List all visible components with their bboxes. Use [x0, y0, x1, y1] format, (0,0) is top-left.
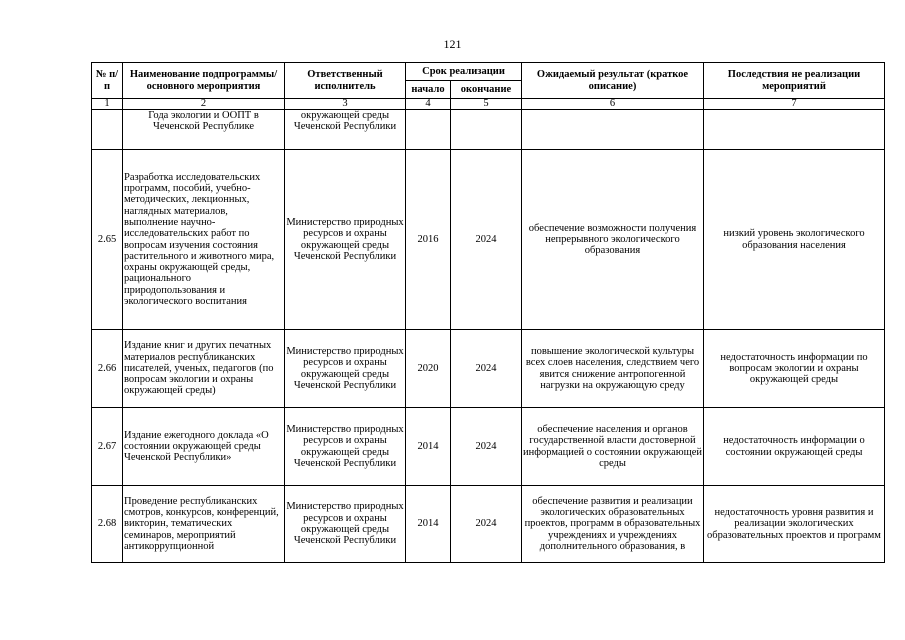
row-consequences: недостаточность информации о состоянии окружающей среды	[704, 408, 885, 486]
header-name: Наименование подпрограммы/ основного мероприятия	[123, 63, 285, 99]
table-row	[92, 330, 885, 408]
header-term: Срок реализации	[406, 63, 522, 81]
header-executor: Ответственный исполнитель	[285, 63, 406, 99]
row-name: Разработка исследовательских программ, пособий, учебно-методических, лекционных, наглядных материалов, выполнение научно-исследовательских работ по вопросам изучения состояния растительного и животного мира, охраны окружающей среды, рационального природопользования и экологического воспитания	[123, 150, 285, 330]
table-row	[92, 486, 885, 563]
column-number: 3	[285, 99, 406, 110]
row-executor: Министерство природных ресурсов и охраны окружающей среды Чеченской Республики	[285, 330, 406, 408]
program-table	[91, 62, 885, 563]
row-start: 2014	[406, 408, 451, 486]
column-number: 4	[406, 99, 451, 110]
row-start	[406, 110, 451, 150]
column-number: 1	[92, 99, 123, 110]
row-num	[92, 110, 123, 150]
row-name: Года экологии и ООПТ в Чеченской Республике	[123, 110, 285, 150]
header-result: Ожидаемый результат (краткое описание)	[522, 63, 704, 99]
row-end	[451, 110, 522, 150]
row-consequences: низкий уровень экологического образования населения	[704, 150, 885, 330]
row-name: Издание книг и других печатных материалов республиканских писателей, ученых, педагогов (по вопросам экологии и охраны окружающей среды)	[123, 330, 285, 408]
row-start: 2016	[406, 150, 451, 330]
row-executor: Министерство природных ресурсов и охраны окружающей среды Чеченской Республики	[285, 408, 406, 486]
header-start: начало	[406, 81, 451, 99]
table-row	[92, 408, 885, 486]
row-name: Издание ежегодного доклада «О состоянии окружающей среды Чеченской Республики»	[123, 408, 285, 486]
row-start: 2014	[406, 486, 451, 563]
row-executor: окружающей среды Чеченской Республики	[285, 110, 406, 150]
row-consequences: недостаточность информации по вопросам экологии и охраны окружающей среды	[704, 330, 885, 408]
row-result	[522, 110, 704, 150]
row-executor: Министерство природных ресурсов и охраны окружающей среды Чеченской Республики	[285, 150, 406, 330]
page-number: 121	[443, 37, 462, 51]
row-num: 2.65	[92, 150, 123, 330]
row-result: обеспечение населения и органов государственной власти достоверной информацией о состоянии окружающей среды	[522, 408, 704, 486]
row-end: 2024	[451, 330, 522, 408]
row-start: 2020	[406, 330, 451, 408]
row-num: 2.68	[92, 486, 123, 563]
column-number-row	[92, 99, 885, 110]
table-row	[92, 110, 885, 150]
column-number: 7	[704, 99, 885, 110]
row-name: Проведение республиканских смотров, конкурсов, конференций, викторин, тематических семинаров, мероприятий антикоррупционной	[123, 486, 285, 563]
column-number: 5	[451, 99, 522, 110]
row-num: 2.66	[92, 330, 123, 408]
row-result: обеспечение возможности получения непрерывного экологического образования	[522, 150, 704, 330]
row-end: 2024	[451, 408, 522, 486]
row-num: 2.67	[92, 408, 123, 486]
header-end: окончание	[451, 81, 522, 99]
row-result: повышение экологической культуры всех слоев населения, следствием чего явится снижение антропогенной нагрузки на окружающую среду	[522, 330, 704, 408]
column-number: 6	[522, 99, 704, 110]
header-consequences: Последствия не реализации мероприятий	[704, 63, 885, 99]
row-executor: Министерство природных ресурсов и охраны окружающей среды Чеченской Республики	[285, 486, 406, 563]
header-num: № п/п	[92, 63, 123, 99]
table-row	[92, 150, 885, 330]
row-consequences	[704, 110, 885, 150]
column-number: 2	[123, 99, 285, 110]
row-result: обеспечение развития и реализации экологических образовательных проектов, программ в образовательных учреждениях и учреждениях дополнительного образования, в	[522, 486, 704, 563]
row-end: 2024	[451, 486, 522, 563]
row-consequences: недостаточность уровня развития и реализации экологических образовательных проектов и программ	[704, 486, 885, 563]
row-end: 2024	[451, 150, 522, 330]
